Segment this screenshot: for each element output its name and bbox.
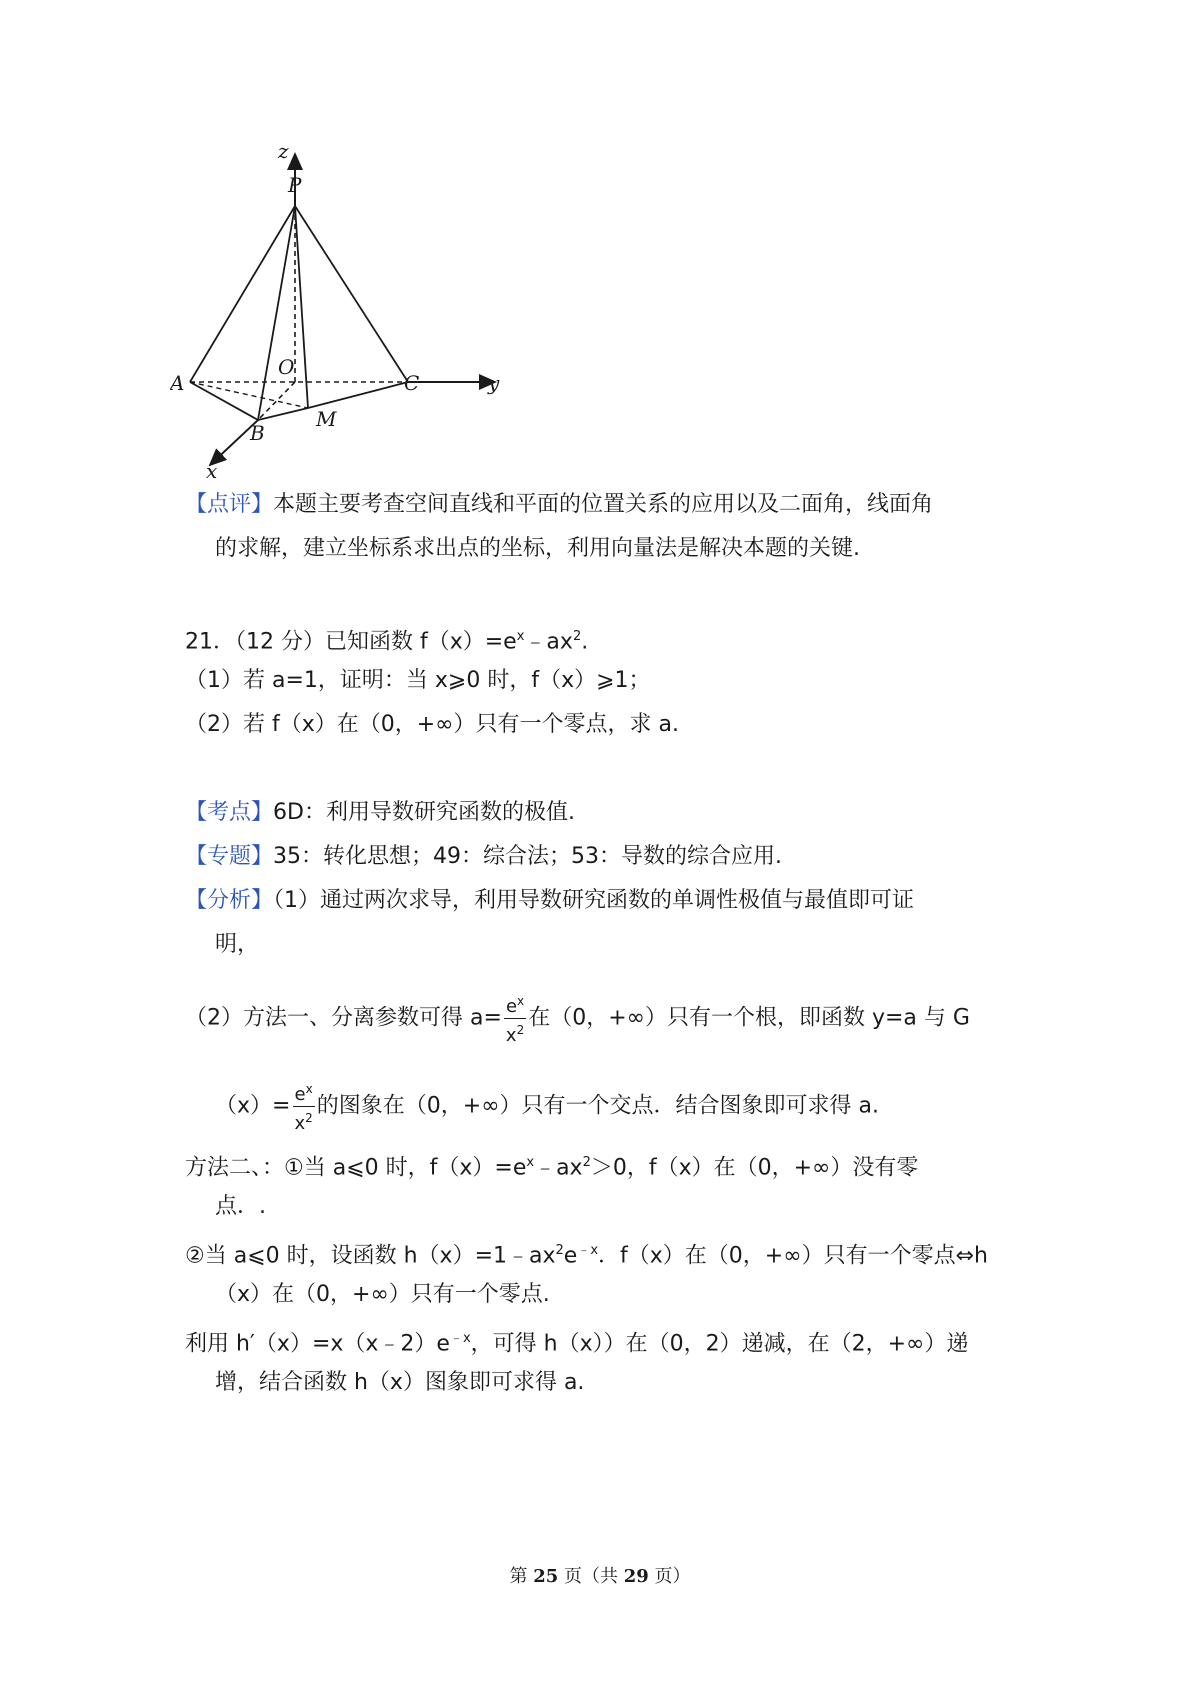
fraction-g-ex-over-x2: [292, 1078, 314, 1135]
edge-mc: [308, 382, 408, 408]
question-part-2: [185, 710, 1045, 740]
m2-l5b: ，可得 h（x））在（0，2）递减，在（2，+∞）递: [470, 1331, 969, 1357]
method1b-suffix: 的图象在（0，+∞）只有一个交点．结合图象即可求得 a.: [316, 1093, 879, 1119]
method1-line-1: [185, 990, 1045, 1047]
method1-prefix: （2）方法一、分离参数可得 a=: [185, 1005, 502, 1031]
frac-den: x: [505, 1025, 517, 1046]
question-stem-a: 21．（12 分）已知函数 f（x）=e: [185, 629, 517, 655]
review-tag: 【点评】: [185, 492, 274, 517]
m2-l3a: ②当 a⩽0 时，设函数 h（x）=1﹣ax: [185, 1243, 556, 1269]
method2-line-2: [215, 1192, 1075, 1222]
frac2-num-sup: x: [305, 1082, 313, 1096]
fenxi-tag: 【分析】: [185, 888, 274, 913]
question-stem-b: ﹣ax: [524, 629, 573, 655]
m2-l3-sup2: ﹣x: [577, 1243, 599, 1258]
method2-line-5: [185, 1324, 1045, 1359]
m2-l1a: 方法二、：①当 a⩽0 时，f（x）=e: [185, 1155, 527, 1181]
method2-line-4: [215, 1280, 1075, 1310]
m2-l1-sup: x: [526, 1155, 535, 1170]
question-part-2-text: （2）若 f（x）在（0，+∞）只有一个零点，求 a.: [185, 712, 679, 737]
frac-num-sup: x: [517, 994, 525, 1008]
frac-num: e: [505, 996, 518, 1017]
question-stem-c: .: [581, 629, 589, 655]
fraction-ex-over-x2: [504, 990, 526, 1047]
fenxi-text-2: 明，: [215, 932, 260, 957]
review-text-2: 的求解，建立坐标系求出点的坐标，利用向量法是解决本题的关键.: [215, 536, 860, 561]
footer-total-pages: 29: [623, 1566, 649, 1587]
label-o: O: [278, 355, 295, 379]
frac2-den: x: [294, 1113, 306, 1134]
pyramid-diagram: [170, 140, 530, 520]
frac2-den-sup: 2: [305, 1111, 313, 1125]
label-z: z: [278, 140, 289, 163]
zhuanti-text: 35：转化思想；49：综合法；53：导数的综合应用.: [273, 844, 782, 869]
review-line-2: [215, 534, 1075, 564]
label-a: A: [170, 371, 185, 395]
fenxi-line-1: [185, 886, 1045, 916]
m2-l1b: ﹣ax: [534, 1155, 583, 1181]
footer-prefix: 第: [509, 1566, 534, 1587]
edge-pm: [295, 206, 308, 408]
edge-bm: [258, 408, 308, 420]
zhuanti-line: [185, 842, 1045, 872]
m2-l1c: ＞0，f（x）在（0，+∞）没有零: [590, 1155, 919, 1181]
m2-l5a: 利用 h′（x）=x（x﹣2）e: [185, 1331, 450, 1357]
label-x: x: [206, 459, 218, 483]
page-footer: [0, 1562, 1200, 1588]
kaodian-line: [185, 798, 1045, 828]
review-line-1: [185, 490, 1045, 520]
zhuanti-tag: 【专题】: [185, 844, 274, 869]
label-c: C: [404, 371, 420, 395]
footer-mid: 页（共: [558, 1566, 624, 1587]
frac2-num: e: [294, 1084, 306, 1105]
method2-line-3: [185, 1236, 1045, 1271]
question-stem-sup1: x: [516, 629, 525, 644]
kaodian-tag: 【考点】: [185, 800, 274, 825]
m2-l4: （x）在（0，+∞）只有一个零点.: [215, 1282, 550, 1307]
review-text-1: 本题主要考查空间直线和平面的位置关系的应用以及二面角，线面角: [273, 492, 934, 517]
m2-l1-sup2: 2: [582, 1155, 591, 1170]
method2-line-6: [215, 1368, 1075, 1398]
m2-l6: 增，结合函数 h（x）图象即可求得 a.: [215, 1370, 585, 1395]
edge-pc: [295, 206, 408, 382]
question-stem-sup2: 2: [572, 629, 582, 644]
m2-l3b: e: [563, 1243, 578, 1269]
fenxi-line-2: [215, 930, 1075, 960]
method1b-prefix: （x）=: [215, 1093, 291, 1119]
m2-l3c: ．f（x）在（0，+∞）只有一个零点⇔h: [598, 1243, 988, 1269]
method1-suffix: 在（0，+∞）只有一个根，即函数 y=a 与 G: [528, 1005, 970, 1031]
edge-ab: [190, 382, 258, 420]
footer-page-number: 25: [533, 1566, 559, 1587]
label-p: P: [288, 173, 302, 197]
label-m: M: [316, 407, 337, 431]
question-stem: [185, 622, 1045, 657]
m2-l2: 点．.: [215, 1194, 266, 1219]
label-b: B: [250, 421, 265, 445]
footer-suffix: 页）: [648, 1566, 691, 1587]
method1-line-2: [215, 1078, 1075, 1135]
frac-den-sup: 2: [516, 1023, 525, 1037]
kaodian-text: 6D：利用导数研究函数的极值.: [273, 800, 575, 825]
m2-l5-sup: ﹣x: [449, 1331, 471, 1346]
segment-am: [190, 382, 308, 408]
question-part-1-text: （1）若 a=1，证明：当 x⩾0 时，f（x）⩾1；: [185, 668, 651, 693]
label-y: y: [488, 371, 500, 395]
pyramid-figure: [170, 140, 530, 520]
m2-l3-sup: 2: [555, 1243, 564, 1258]
question-part-1: [185, 666, 1045, 696]
fenxi-text-1: （1）通过两次求导，利用导数研究函数的单调性极值与最值即可证: [273, 888, 915, 913]
method2-line-1: [185, 1148, 1045, 1183]
